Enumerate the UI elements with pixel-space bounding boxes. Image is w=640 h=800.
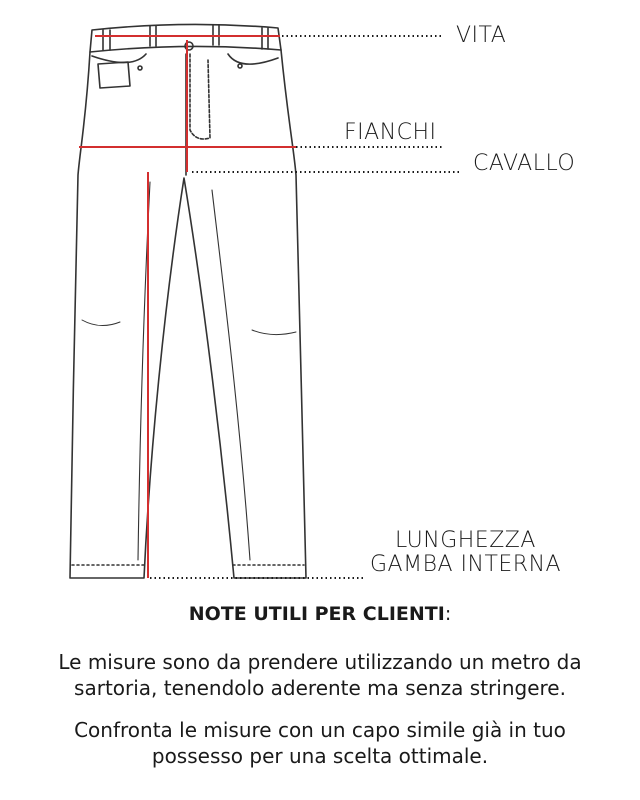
coin-pocket: [98, 62, 130, 88]
notes-paragraph-2: Confronta le misure con un capo simile già in tuo possesso per una scelta ottimale.: [74, 718, 566, 768]
crease-right: [212, 190, 250, 560]
pocket-right: [228, 54, 278, 64]
label-cavallo: CAVALLO: [473, 151, 576, 176]
belt-loop-right: [262, 28, 268, 49]
notes-paragraph-1: Le misure sono da prendere utilizzando un metro da sartoria, tenendolo aderente ma senza stringere.: [58, 650, 582, 700]
label-vita: VITA: [456, 23, 507, 48]
label-fianchi: FIANCHI: [344, 120, 437, 145]
notes-title: NOTE UTILI PER CLIENTI:: [188, 603, 452, 625]
notes-section: [0, 603, 640, 769]
pocket-left: [92, 54, 146, 63]
belt-loop-left: [103, 30, 110, 50]
label-lunghezza: LUNGHEZZA: [395, 528, 536, 553]
fly-stitch: [190, 54, 210, 139]
label-gamba-interna: GAMBA INTERNA: [370, 552, 562, 577]
